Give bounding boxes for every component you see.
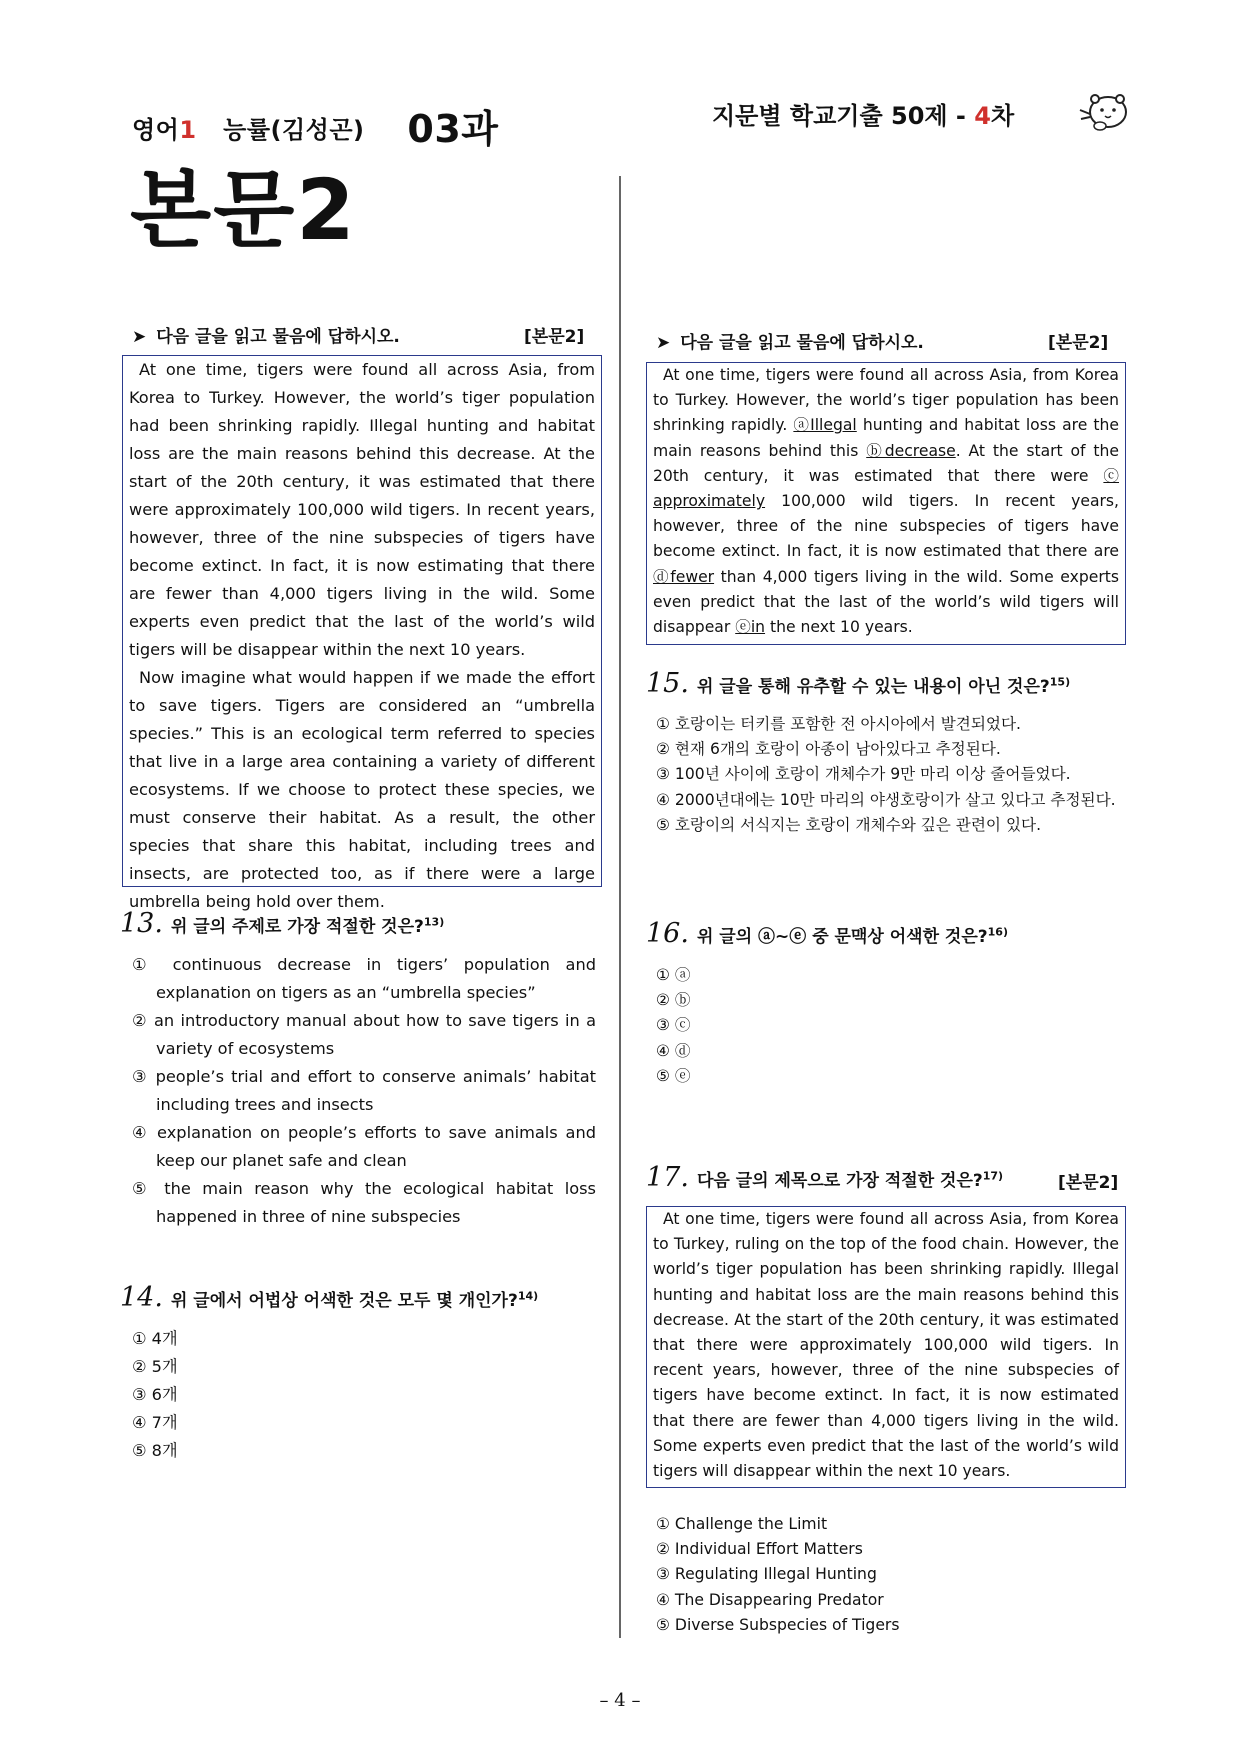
choice[interactable]: ① continuous decrease in tigers’ population and explanation on tigers as an “umbrella species” bbox=[132, 955, 596, 1002]
mascot-icon bbox=[1078, 88, 1132, 134]
subject: 영어 bbox=[132, 116, 180, 144]
question-17-choices bbox=[656, 1512, 1120, 1638]
left-passage-tag: [본문2] bbox=[524, 327, 585, 347]
choice[interactable]: ④ explanation on people’s efforts to save animals and keep our planet safe and clean bbox=[132, 1123, 596, 1170]
column-divider bbox=[619, 176, 621, 1638]
right-passage-tag: [본문2] bbox=[1048, 333, 1109, 353]
round-number: 4 bbox=[974, 102, 991, 130]
publisher: 능률(김성곤) bbox=[223, 116, 365, 144]
right-passage: At one time, tigers were found all across Asia, from Korea to Turkey. However, the world’s tiger population has been shrinking rapidly. ⓐIllegal hunting and habitat loss are the main reasons behind this ⓑdecrease. At the start of the 20th century, it was estimated that there were ⓒ approximately 100,000 wild tigers. In recent years, however, three of the nine subspecies of tigers have become extinct. In fact, it is now estimated that there are ⓓfewer than 4,000 tigers living in the wild. Some experts even predict that the last of the world’s wild tigers will disappear ⓔin the next 10 years. bbox=[646, 362, 1126, 645]
subject-number: 1 bbox=[179, 116, 197, 144]
lesson-title: 03과 bbox=[407, 107, 499, 151]
choice[interactable]: ② an introductory manual about how to save tigers in a variety of ecosystems bbox=[132, 1011, 596, 1058]
choice[interactable]: ③ 6개 bbox=[132, 1385, 178, 1404]
left-instruction: ➤ 다음 글을 읽고 물음에 답하시오. bbox=[132, 327, 400, 347]
question-17-tag: [본문2] bbox=[1058, 1173, 1119, 1193]
choice[interactable]: ③ 100년 사이에 호랑이 개체수가 9만 마리 이상 줄어들었다. bbox=[656, 765, 1071, 784]
question-16-title: 16. 위 글의 ⓐ~ⓔ 중 문맥상 어색한 것은?$^{16)}$ bbox=[646, 918, 1008, 949]
question-13-choices bbox=[132, 951, 596, 1231]
left-passage bbox=[122, 355, 602, 911]
left-passage-paragraph-1: At one time, tigers were found all across Asia, from Korea to Turkey. However, the world’s tiger population had been shrinking rapidly. Illegal hunting and habitat loss are the main reasons behind this decrease. At the start of the 20th century, it was estimated that there were approximately 100,000 wild tigers. In recent years, however, three of the nine subspecies of tigers have become extinct. In fact, it is now estimating that there are fewer than 4,000 tigers living in the wild. Some experts even predict that the last of the world’s wild tigers will be disappear within the next 10 years. bbox=[129, 360, 595, 659]
marker-e: ⓔin bbox=[735, 618, 766, 637]
choice[interactable]: ③ ⓒ bbox=[656, 1016, 691, 1035]
series-title: 지문별 학교기출 50제 - bbox=[712, 102, 966, 130]
choice[interactable]: ① 4개 bbox=[132, 1329, 178, 1348]
choice[interactable]: ⑤ the main reason why the ecological habitat loss happened in three of nine subspecies bbox=[132, 1179, 596, 1226]
choice[interactable]: ③ people’s trial and effort to conserve animals’ habitat including trees and insects bbox=[132, 1067, 596, 1114]
left-passage-paragraph-2: Now imagine what would happen if we made the effort to save tigers. Tigers are considered an “umbrella species.” This is an ecological term referred to species that live in a large area containing a variety of different ecosystems. If we choose to protect these species, we must conserve their habitat. As a result, the other species that share this habitat, including trees and insects, are protected too, as if there were a large umbrella being hold over them. bbox=[129, 668, 595, 911]
question-17-title: 17. 다음 글의 제목으로 가장 적절한 것은?$^{17)}$ bbox=[646, 1162, 1004, 1193]
choice[interactable]: ⑤ Diverse Subspecies of Tigers bbox=[656, 1615, 900, 1634]
question-15-title: 15. 위 글을 통해 유추할 수 있는 내용이 아닌 것은?$^{15)}$ bbox=[646, 668, 1071, 699]
choice[interactable]: ① 호랑이는 터키를 포함한 전 아시아에서 발견되었다. bbox=[656, 715, 1022, 733]
choice[interactable]: ⑤ ⓔ bbox=[656, 1066, 691, 1085]
choice[interactable]: ④ 2000년대에는 10만 마리의 야생호랑이가 살고 있다고 추정된다. bbox=[656, 790, 1116, 809]
page-number: – 4 – bbox=[599, 1690, 641, 1711]
question-16-choices bbox=[656, 963, 856, 1089]
question-15-choices bbox=[656, 712, 1120, 838]
header-left bbox=[132, 94, 498, 149]
question-14-title: 14. 위 글에서 어법상 어색한 것은 모두 몇 개인가?$^{14)}$ bbox=[120, 1282, 539, 1313]
choice[interactable]: ② ⓑ bbox=[656, 991, 691, 1010]
question-13-title: 13. 위 글의 주제로 가장 적절한 것은?$^{13)}$ bbox=[120, 908, 445, 939]
choice[interactable]: ④ 7개 bbox=[132, 1413, 178, 1432]
right-instruction: ➤ 다음 글을 읽고 물음에 답하시오. bbox=[656, 333, 924, 353]
choice[interactable]: ① ⓐ bbox=[656, 966, 691, 984]
round-suffix: 차 bbox=[990, 102, 1015, 130]
choice[interactable]: ② Individual Effort Matters bbox=[656, 1540, 863, 1559]
header-right bbox=[712, 96, 1014, 131]
choice[interactable]: ⑤ 호랑이의 서식지는 호랑이 개체수와 깊은 관련이 있다. bbox=[656, 815, 1042, 834]
question-14-choices bbox=[132, 1325, 596, 1465]
choice[interactable]: ④ The Disappearing Predator bbox=[656, 1590, 884, 1609]
section-title: 본문2 bbox=[130, 161, 357, 259]
choice[interactable]: ② 5개 bbox=[132, 1357, 178, 1376]
marker-a: ⓐIllegal bbox=[793, 416, 857, 435]
choice[interactable]: ② 현재 6개의 호랑이 아종이 남아있다고 추정된다. bbox=[656, 740, 1001, 759]
choice[interactable]: ③ Regulating Illegal Hunting bbox=[656, 1565, 877, 1584]
choice[interactable]: ④ ⓓ bbox=[656, 1041, 691, 1060]
choice[interactable]: ⑤ 8개 bbox=[132, 1441, 178, 1460]
marker-c: ⓒ approximately bbox=[653, 466, 1119, 511]
marker-d: ⓓfewer bbox=[653, 567, 715, 586]
marker-b: ⓑdecrease bbox=[866, 441, 956, 460]
choice[interactable]: ① Challenge the Limit bbox=[656, 1515, 828, 1533]
question-17-passage: At one time, tigers were found all across Asia, from Korea to Turkey, ruling on the top of the food chain. However, the world’s tiger population has been shrinking rapidly. Illegal hunting and habitat loss are the main reasons behind this decrease. At the start of the 20th century, it was estimated that there were approximately 100,000 wild tigers. In recent years, however, three of the nine subspecies of tigers have become extinct. In fact, it is now estimated that there are fewer than 4,000 tigers living in the wild. Some experts even predict that the last of the world’s wild tigers will disappear within the next 10 years. bbox=[646, 1206, 1126, 1488]
